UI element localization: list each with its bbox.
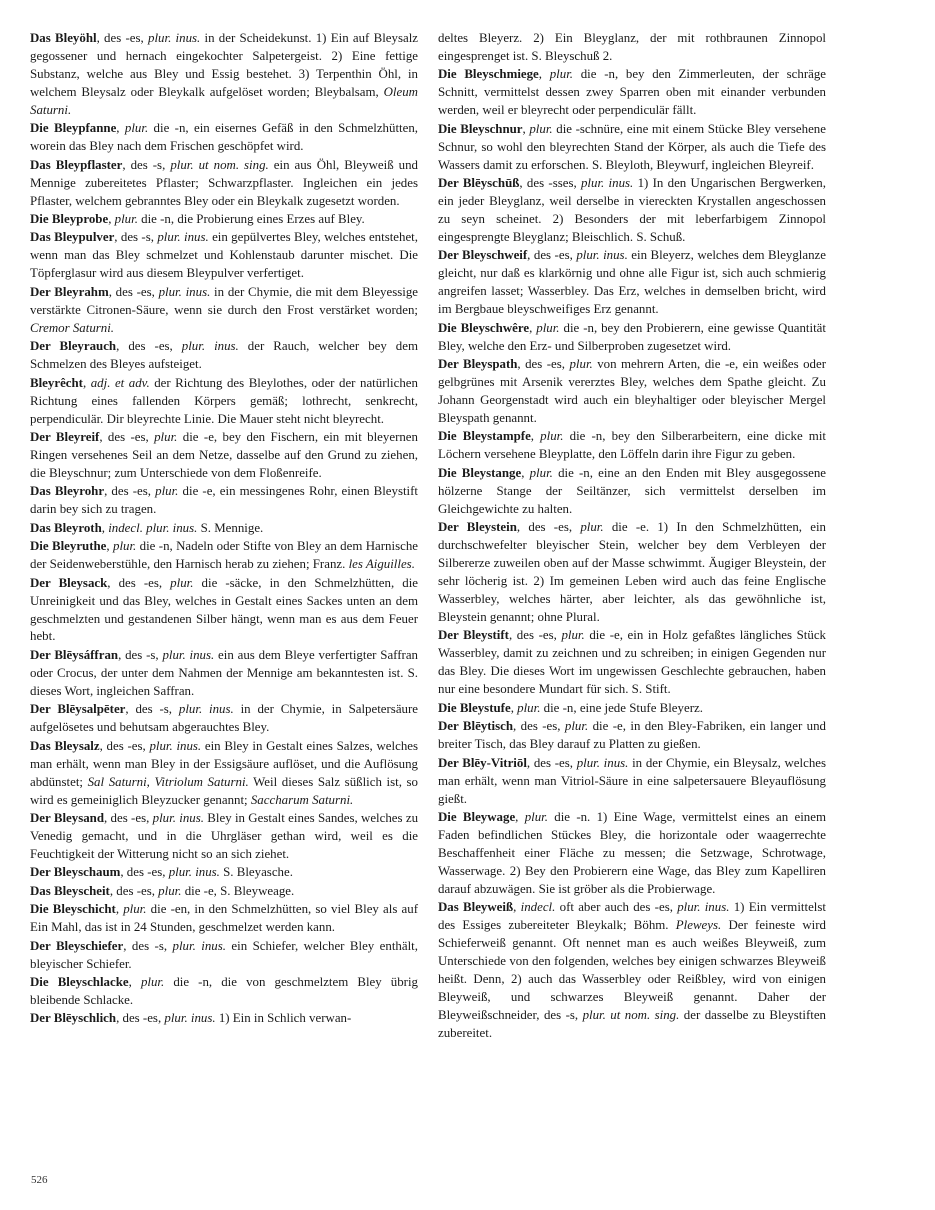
entry-headword: Das Bleyöhl bbox=[30, 31, 97, 45]
entry-text: die -e, bey den Fischern, ein mit bleyernen Ringen versehenes Seil an dem Netze, dasselbe auf den Grund zu ziehen, die Bleyschnur; zum Unterschiede von dem Floßenreife. bbox=[30, 429, 418, 480]
entry-headword: Der Blēyschūß bbox=[438, 176, 520, 191]
dictionary-entry bbox=[438, 465, 826, 519]
entry-text: , des -es, bbox=[99, 738, 150, 753]
entry-text: die -n, die Probierung eines Erzes auf Bley. bbox=[137, 212, 365, 227]
entry-italic-term: plur. ut nom. sing. bbox=[582, 1007, 680, 1022]
entry-headword: Der Bleystein bbox=[438, 520, 517, 535]
entry-text: , des -sses, bbox=[519, 176, 581, 191]
entry-italic-term: plur. bbox=[540, 429, 564, 444]
dictionary-entry bbox=[30, 538, 418, 574]
entry-italic-term: plur. bbox=[524, 809, 548, 824]
entry-text: , des -es, bbox=[107, 575, 171, 590]
dictionary-entry bbox=[30, 30, 418, 120]
entry-italic-term: plur. bbox=[158, 883, 182, 898]
entry-italic-term: plur. bbox=[569, 357, 593, 372]
entry-italic-term: plur. bbox=[123, 902, 147, 917]
entry-italic-term: plur. bbox=[517, 700, 541, 715]
dictionary-entry bbox=[30, 883, 418, 901]
entry-headword: Der Bleyspath bbox=[438, 357, 518, 372]
entry-text: , des -es, bbox=[508, 628, 562, 643]
entry-text: , bbox=[510, 700, 518, 715]
entry-headword: Die Bleystange bbox=[438, 465, 522, 480]
entry-headword: Der Blēysáffran bbox=[30, 647, 119, 662]
entry-italic-term: plur. inus. bbox=[162, 647, 215, 662]
dictionary-entry bbox=[30, 120, 418, 156]
entry-text: , des -es, bbox=[116, 1011, 165, 1026]
entry-text: , bbox=[116, 121, 125, 136]
entry-headword: Der Blēytisch bbox=[438, 719, 514, 734]
entry-italic-term: plur. bbox=[529, 121, 553, 136]
entry-italic-term: plur. inus. bbox=[148, 31, 201, 45]
dictionary-entry bbox=[438, 700, 826, 718]
dictionary-entry bbox=[30, 810, 418, 864]
entry-text: , bbox=[108, 212, 115, 227]
dictionary-entry bbox=[438, 519, 826, 627]
dictionary-entry bbox=[30, 520, 418, 538]
entry-italic-term: Saccharum Saturni. bbox=[250, 792, 354, 807]
entry-text: in der Scheidekunst. 1) Ein auf Bleysalz gegossener und hernach eingekochter Salpetergeist. 2) Eine fettige Substanz, welche aus Bley und Essig bestehet. 3) Terpenthin Öhl, in welchem Bleysalz oder Bleykalk aufgelöset worden; Bleybalsam, bbox=[30, 31, 418, 99]
entry-italic-term: plur. inus. bbox=[157, 230, 209, 245]
dictionary-entry bbox=[30, 1010, 418, 1028]
entry-text: in der Chymie, ein Bleysalz, welches man erhält, wenn man Vitriol-Säure in eine salpetersauere Bleyauflösung gießt. bbox=[438, 755, 827, 806]
entry-italic-term: indecl. bbox=[520, 900, 556, 915]
entry-headword: Die Bleyschmiege bbox=[438, 67, 539, 82]
entry-text: , des -s, bbox=[123, 938, 173, 953]
entry-headword: Der Bleystift bbox=[438, 628, 509, 643]
entry-headword: Die Bleyschicht bbox=[30, 902, 116, 917]
entry-text: , bbox=[115, 902, 124, 917]
entry-headword: Die Bleywage bbox=[438, 809, 516, 824]
entry-text: die -n, Nadeln oder Stifte von Bley an dem Harnische der Seidenweberstühle, den Harnisch herab zu ziehen; Franz. bbox=[30, 539, 418, 572]
entry-text: , des -es, bbox=[527, 248, 577, 263]
entry-text: , des -es, bbox=[109, 883, 159, 898]
entry-italic-term: plur. ut nom. sing. bbox=[170, 157, 269, 172]
entry-italic-term: plur. inus. bbox=[149, 738, 202, 753]
dictionary-entry bbox=[30, 429, 418, 483]
entry-italic-term: plur. bbox=[155, 484, 179, 499]
dictionary-entry bbox=[438, 320, 826, 356]
entry-text: oft aber auch des -es, bbox=[555, 900, 678, 915]
entry-text: , bbox=[515, 809, 525, 824]
entry-text: , bbox=[529, 320, 537, 335]
entry-text: 1) In den Ungarischen Bergwerken, ein jeder Bleyglanz, weil derselbe in viereckten Krystallen angeschossen zu seyn scheinet. 2) Besonders der mit leberfarbigem Zinnopol eingesprengte Bleyglanz; Bleischlich. S. Schuß. bbox=[438, 176, 826, 244]
entry-headword: Der Bleysand bbox=[30, 810, 104, 825]
entry-text: ein Bley in Gestalt eines Salzes, welches man erhält, wenn man Bley in der Essigsäure auflöset, und die Auflösung abdünstet; bbox=[30, 738, 418, 789]
entry-text: die -e, S. Bleyweage. bbox=[181, 883, 295, 898]
entry-italic-term: indecl. plur. inus. bbox=[108, 520, 198, 535]
entry-text: die -n. 1) Eine Wage, vermittelst eines an einem Faden befindlichen Stückes Bley, die horizontale oder waagerrechte Beschaffenheit einer Fläche zu messen; die Setzwage, Schrotwage, Wasserwage. 2) Bey den Probierern eine Wage, das Bley zum Kapelliren darauf abzuwägen. Sie ist gröber als die Probierwage. bbox=[438, 809, 826, 896]
entry-text: , des -es, bbox=[104, 484, 156, 499]
dictionary-entry bbox=[438, 247, 826, 319]
entry-text: ein gepülvertes Bley, welches entstehet, wenn man das Bley schmelzet und Kohlenstaub darunter mischet. Die Töpferglasur wird aus diesem Bleypulver verfertiget. bbox=[30, 230, 418, 281]
entry-text: der Rauch, welcher bey dem Schmelzen des Bleyes aufsteiget. bbox=[30, 339, 419, 372]
entry-headword: Der Blēy-Vitriōl bbox=[438, 755, 527, 770]
entry-text: , bbox=[106, 539, 113, 554]
dictionary-entry bbox=[30, 483, 418, 519]
entry-text: die -e. 1) In den Schmelzhütten, ein durchschwefelter bleyischer Stein, welcher bey dem Verbleyen der Silbererze zuweilen oben auf der Masse schwimmt. Äugiger Bleystein, der sehr löcherig ist. 2) Im gemeinen Leben wird auch das feine Englische Wasserbley, welches härter, aber leichter, als das gewöhnliche ist, Bleystein genannt; ohne Plural. bbox=[438, 520, 826, 624]
entry-text: , bbox=[538, 67, 550, 82]
dictionary-entry bbox=[30, 575, 418, 647]
entry-italic-term: plur. bbox=[114, 212, 138, 227]
entry-text: , des -es, bbox=[120, 865, 169, 880]
dictionary-entry bbox=[30, 157, 418, 211]
entry-italic-term: plur. inus. bbox=[168, 865, 220, 880]
entry-italic-term: plur. bbox=[170, 575, 194, 590]
entry-headword: Der Bleyschiefer bbox=[30, 938, 124, 953]
entry-italic-term: plur. bbox=[140, 975, 165, 990]
entry-text: der dasselbe zu Bleystiften zubereitet. bbox=[438, 1007, 826, 1040]
entry-text: die -n, ein eisernes Gefäß in den Schmelzhütten, worein das Bley nach dem Frischen geschöpfet wird. bbox=[30, 121, 419, 154]
entry-text: die -säcke, in den Schmelzhütten, die Unreinigkeit und das Bley, welches in Gestalt eines Sackes unten an dem geschmelzten und gestandenen Silber hängt, wenn man es aus dem Feuer hebt. bbox=[30, 575, 418, 644]
dictionary-entry bbox=[438, 428, 826, 464]
entry-headword: Die Bleyschnur bbox=[438, 121, 523, 136]
entry-text: die -e, ein messingenes Rohr, einen Bleystift darin bey sich zu tragen. bbox=[30, 484, 418, 517]
entry-italic-term: plur. inus. bbox=[178, 702, 234, 717]
dictionary-entry bbox=[30, 901, 418, 937]
entry-headword: Die Bleyschwêre bbox=[438, 320, 530, 335]
entry-headword: Das Bleypulver bbox=[30, 230, 115, 245]
entry-italic-term: plur. bbox=[113, 539, 137, 554]
entry-italic-term: plur. inus. bbox=[172, 938, 226, 953]
entry-text: die -schnüre, eine mit einem Stücke Bley versehene Schnur, so wohl den bleyrechten Stand der Körper, als auch die Tiefe des Wassers damit zu erforschen. S. Bleyloth, Bleywurf, ingleichen Bleyreif. bbox=[438, 121, 826, 172]
dictionary-entry bbox=[438, 30, 826, 66]
entry-text: die -e, ein in Holz gefaßtes längliches Stück Wasserbley, damit zu zeichnen und zu schreiben; in einigen Gegenden nur das Bley. Die dieses Wort im ungewissen Geschlechte gebrauchen, haben nur eine besondere Mundart für sich. S. Stift. bbox=[438, 628, 826, 697]
entry-headword: Der Blēysalpēter bbox=[30, 702, 126, 717]
entry-headword: Der Bleyschaum bbox=[30, 865, 121, 880]
entry-italic-term: plur. inus. bbox=[181, 339, 239, 354]
entry-text: die -n, eine jede Stufe Bleyerz. bbox=[540, 700, 703, 715]
dictionary-entry bbox=[438, 899, 826, 1043]
entry-headword: Das Bleypflaster bbox=[30, 157, 123, 172]
entry-text: ein aus Öhl, Bleyweiß und Mennige zubereitetes Pflaster; Schwarzpflaster. Ingleichen ein jedes Pflaster, welchem gebranntes Bley oder ein Bleykalk zugesetzt worden. bbox=[30, 157, 418, 208]
entry-text: , des -s, bbox=[114, 230, 158, 245]
entry-italic-term: Sal Saturni, Vitriolum Saturni. bbox=[87, 774, 249, 789]
entry-headword: Bleyrêcht bbox=[30, 375, 83, 390]
dictionary-entry bbox=[30, 338, 418, 374]
entry-italic-term: plur. bbox=[529, 465, 553, 480]
entry-headword: Die Bleyruthe bbox=[30, 539, 107, 554]
entry-headword: Der Bleyschweif bbox=[438, 248, 528, 263]
entry-headword: Der Bleyreif bbox=[30, 429, 100, 444]
entry-headword: Das Bleysalz bbox=[30, 738, 100, 753]
entry-text: in der Chymie, in Salpetersäure aufgelösetes und behutsam abgerauchtes Bley. bbox=[30, 702, 418, 735]
entry-text: , des -es, bbox=[517, 357, 570, 372]
entry-italic-term: plur. inus. bbox=[164, 1011, 216, 1026]
entry-italic-term: plur. bbox=[549, 67, 574, 82]
entry-italic-term: les Aiguilles. bbox=[348, 557, 415, 572]
entry-italic-term: plur. inus. bbox=[677, 900, 730, 915]
entry-text: , des -s, bbox=[125, 702, 179, 717]
dictionary-entry bbox=[438, 718, 826, 754]
dictionary-entry bbox=[30, 229, 418, 283]
entry-italic-term: plur. inus. bbox=[580, 176, 634, 191]
dictionary-entry bbox=[30, 701, 418, 737]
dictionary-entry bbox=[438, 356, 826, 428]
entry-text: , des -es, bbox=[96, 31, 149, 45]
entry-italic-term: plur. bbox=[124, 121, 149, 136]
entry-text: die -e, in den Bley-Fabriken, ein langer und breiter Tisch, das Bley darauf zu Platten zu gießen. bbox=[438, 719, 826, 752]
dictionary-entry bbox=[438, 809, 826, 899]
entry-text: , des -es, bbox=[116, 339, 182, 354]
entry-text: ein Bleyerz, welches dem Bleyglanze gleicht, nur daß es klarkörnig und ohne alle Figur ist, sich auch schmierig angreifen lasset; Wasserbley. Das Erz, welches in demselben bricht, wird im Bergbaue bleyschweifiges Erz genannt. bbox=[438, 248, 826, 317]
entry-italic-term: plur. bbox=[564, 719, 589, 734]
entry-headword: Der Bleysack bbox=[30, 575, 108, 590]
entry-italic-term: plur. bbox=[580, 520, 604, 535]
page-number: 526 bbox=[31, 1174, 48, 1186]
entry-text: , bbox=[530, 429, 541, 444]
entry-text: in der Chymie, die mit dem Bleyessige verstärkte Citronen-Säure, wenn sie durch den Frost verstärket worden; bbox=[30, 284, 418, 317]
dictionary-entry bbox=[30, 284, 418, 338]
entry-text: , bbox=[82, 375, 91, 390]
entry-text: , des -es, bbox=[513, 719, 565, 734]
entry-headword: Die Bleypfanne bbox=[30, 121, 117, 136]
entry-text: , des -es, bbox=[516, 520, 581, 535]
entry-text: , bbox=[513, 900, 521, 915]
entry-italic-term: adj. et adv. bbox=[90, 375, 150, 390]
entry-italic-term: plur. inus. bbox=[576, 755, 629, 770]
entry-text: Weil dieses Salz süßlich ist, so wird es gemeiniglich Bleyzucker genannt; bbox=[30, 774, 419, 807]
entry-text: Bley in Gestalt eines Sandes, welches zu Venedig gemacht, und in die Uhrgläser gethan wird, weil es die Feuchtigkeit der Witterung nicht so an sich ziehet. bbox=[30, 810, 419, 861]
left-column bbox=[30, 30, 418, 1029]
entry-headword: Das Bleyrohr bbox=[30, 484, 105, 499]
entry-italic-term: Pleweys. bbox=[675, 918, 722, 933]
entry-text: , des -es, bbox=[526, 755, 577, 770]
dictionary-entry bbox=[438, 175, 826, 247]
entry-text: die -n, bey den Zimmerleuten, der schräge Schnitt, vermittelst dessen zwey Sparren oben mit einander verbunden werden, weil er bleyrecht oder perpendiculär fällt. bbox=[438, 67, 827, 118]
entry-headword: Der Blēyschlich bbox=[30, 1011, 117, 1026]
entry-text: S. Mennige. bbox=[197, 520, 264, 535]
entry-text: 1) Ein in Schlich verwan- bbox=[215, 1011, 352, 1026]
dictionary-entry bbox=[438, 121, 826, 175]
entry-text: ein aus dem Bleye verfertigter Saffran oder Crocus, der unter dem Nahmen der Mennige am bekanntesten ist. S. dieses Wort, ingleichen Saffran. bbox=[30, 647, 418, 698]
entry-italic-term: plur. inus. bbox=[158, 284, 211, 299]
entry-italic-term: plur. inus. bbox=[576, 248, 628, 263]
entry-italic-term: plur. bbox=[536, 320, 560, 335]
entry-headword: Die Bleystampfe bbox=[438, 429, 531, 444]
entry-italic-term: plur. inus. bbox=[152, 810, 204, 825]
entry-headword: Die Bleyschlacke bbox=[30, 975, 129, 990]
entry-italic-term: Oleum Saturni. bbox=[30, 84, 418, 117]
entry-text: , des -s, bbox=[118, 647, 163, 662]
entry-text: , bbox=[521, 465, 530, 480]
entry-text: deltes Bleyerz. 2) Ein Bleyglanz, der mit rothbraunen Zinnopol eingesprenget ist. S. Bleyschuß 2. bbox=[438, 31, 826, 63]
entry-text: ein Schiefer, welcher Bley enthält, bleyischer Schiefer. bbox=[30, 938, 418, 971]
dictionary-entry bbox=[30, 938, 418, 974]
entry-text: , des -es, bbox=[104, 810, 153, 825]
entry-text: die -n, bey den Probierern, eine gewisse Quantität Bley, welche den Erz- und Silberproben zugesetzet wird. bbox=[438, 320, 826, 353]
entry-text: , bbox=[101, 520, 109, 535]
entry-text: 1) Ein vermittelst des Essiges zubereiteter Bleykalk; Böhm. bbox=[438, 900, 826, 933]
entry-text: , des -es, bbox=[99, 429, 155, 444]
entry-text: die -n, eine an den Enden mit Bley ausgegossene hölzerne Stange der Seiltänzer, sich vermittelst derselben im Gleichgewichte zu halten. bbox=[438, 465, 826, 516]
entry-italic-term: plur. bbox=[561, 628, 585, 643]
dictionary-entry bbox=[438, 66, 826, 120]
entry-text: die -n, bey den Silberarbeitern, eine dicke mit Löchern versehene Bleyplatte, den Löffeln darin ihre Figur zu geben. bbox=[438, 429, 826, 462]
entry-headword: Die Bleyprobe bbox=[30, 212, 109, 227]
entry-text: der Richtung des Bleylothes, oder der natürlichen Richtung eines fallenden Körpers gemäß; lothrecht, senkrecht, perpendiculär. Dir bleyrechte Linie. Die Mauer steht nicht bleyrecht. bbox=[30, 375, 418, 426]
dictionary-entry bbox=[438, 755, 826, 809]
dictionary-entry bbox=[30, 864, 418, 882]
dictionary-entry bbox=[30, 974, 418, 1010]
entry-text: von mehrern Arten, die -e, ein weißes oder gelbgrünes mit Arsenik vererztes Bley, welches dem Spathe gleicht. Zu Johann Georgenstadt wird auch ein bleyhaltiger oder bleyischer Mergel Bleyspath genannt. bbox=[438, 357, 827, 426]
entry-text: die -en, in den Schmelzhütten, so viel Bley als auf Ein Mahl, das ist in 24 Stunden, geschmelzet werden kann. bbox=[30, 902, 418, 935]
entry-headword: Das Bleyroth bbox=[30, 520, 102, 535]
dictionary-entry bbox=[30, 647, 418, 701]
entry-headword: Die Bleystufe bbox=[438, 700, 511, 715]
entry-headword: Das Bleyscheit bbox=[30, 883, 110, 898]
dictionary-entry bbox=[30, 211, 418, 229]
entry-text: , bbox=[128, 975, 141, 990]
entry-italic-term: Cremor Saturni. bbox=[30, 320, 115, 335]
entry-text: , bbox=[522, 121, 530, 136]
entry-text: S. Bleyasche. bbox=[219, 865, 293, 880]
entry-headword: Das Bleyweiß bbox=[438, 900, 514, 915]
entry-headword: Der Bleyrauch bbox=[30, 339, 117, 354]
right-column bbox=[438, 30, 826, 1043]
entry-headword: Der Bleyrahm bbox=[30, 284, 109, 299]
entry-text: die -n, die von geschmelztem Bley übrig bleibende Schlacke. bbox=[30, 975, 418, 1008]
entry-text: , des -es, bbox=[108, 284, 159, 299]
dictionary-entry bbox=[438, 627, 826, 699]
entry-italic-term: plur. bbox=[154, 429, 178, 444]
entry-text: , des -s, bbox=[122, 157, 171, 172]
entry-text: Der feineste wird Schieferweiß genannt. Oft nennet man es auch weißes Bleyweiß, zum Unterschiede von den folgenden, welches bey einigen schwarzes Bleyweiß heißt. Denn, 2) auch das Wasserbley oder Reißbley, wird von einigen Bleyweiß, und schwarzes Bleyweiß genannt. Daher der Bleyweißschneider, des -s, bbox=[438, 918, 827, 1022]
dictionary-entry bbox=[30, 738, 418, 810]
dictionary-entry bbox=[30, 375, 418, 429]
